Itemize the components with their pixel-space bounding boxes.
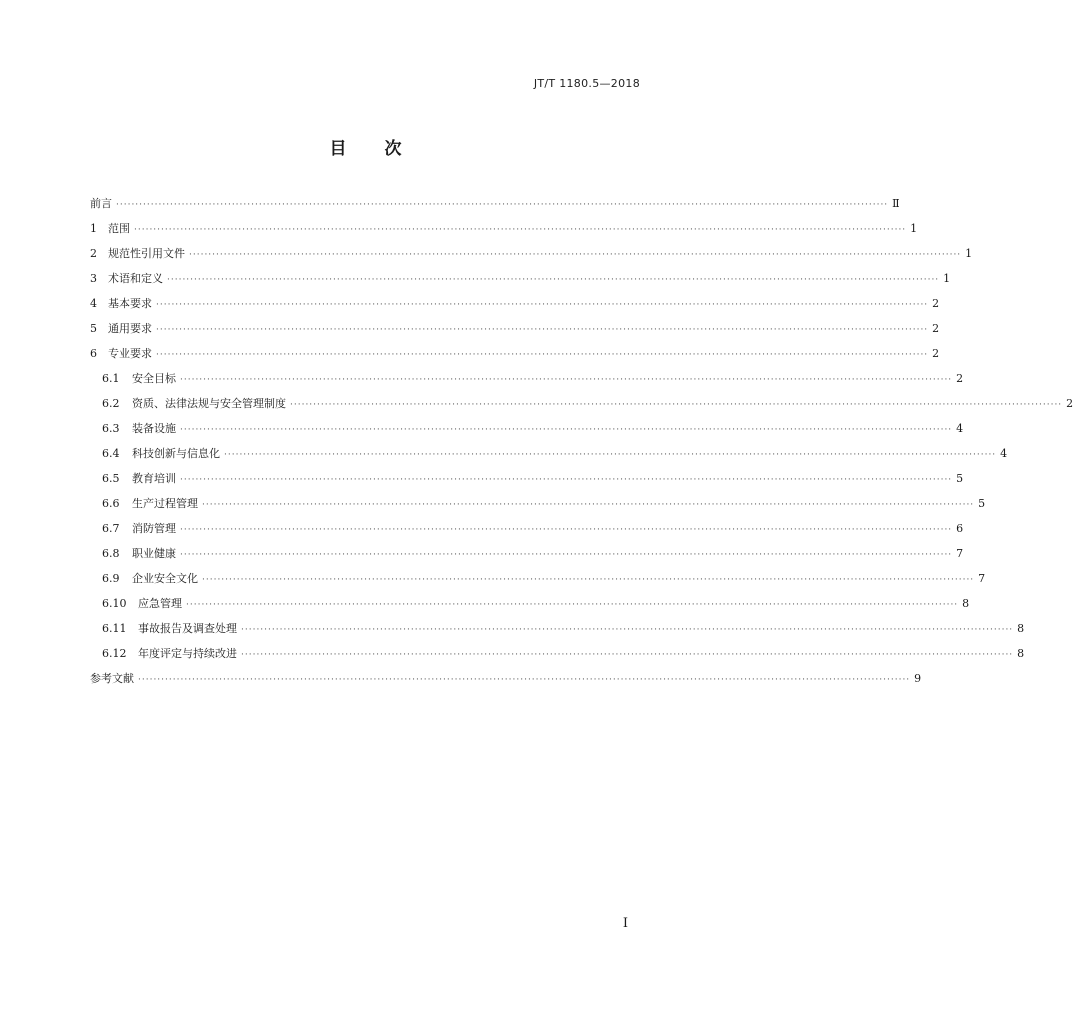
table-of-contents (90, 191, 1073, 691)
toc-leader-dots: ········································································································································································································ (202, 500, 975, 510)
toc-entry-title: 专业要求 (108, 347, 152, 360)
toc-entry-number: 6.8 (102, 547, 120, 560)
toc-entry-title: 生产过程管理 (132, 497, 198, 510)
toc-entry-page: 1 (965, 247, 973, 260)
toc-entry-page: 1 (910, 222, 918, 235)
toc-entry-page: 2 (1066, 397, 1073, 410)
toc-leader-dots: ········································································································································································································ (224, 450, 997, 460)
toc-entry-page: Ⅱ (892, 197, 900, 210)
toc-entry-title: 前言 (90, 197, 112, 210)
page-title (0, 134, 731, 159)
toc-entry[interactable] (90, 491, 986, 516)
toc-entry-title: 参考文献 (90, 672, 134, 685)
toc-entry-title: 范围 (108, 222, 130, 235)
toc-entry-number: 6.7 (102, 522, 120, 535)
toc-entry-page: 5 (978, 497, 986, 510)
toc-leader-dots: ········································································································································································································ (116, 200, 889, 210)
toc-entry[interactable] (90, 416, 964, 441)
toc-leader-dots: ········································································································································································································ (290, 400, 1063, 410)
toc-leader-dots: ········································································································································································································ (134, 225, 907, 235)
toc-entry-title: 企业安全文化 (132, 572, 198, 585)
toc-leader-dots: ········································································································································································································ (180, 550, 953, 560)
toc-entry-title: 基本要求 (108, 297, 152, 310)
toc-entry-number: 6.5 (102, 472, 120, 485)
toc-entry-number: 6.2 (102, 397, 120, 410)
toc-entry-page: 5 (956, 472, 964, 485)
toc-entry-title: 资质、法律法规与安全管理制度 (132, 397, 286, 410)
toc-entry-page: 7 (978, 572, 986, 585)
toc-entry-number: 6 (90, 347, 97, 360)
toc-entry-number: 5 (90, 322, 97, 335)
toc-leader-dots: ········································································································································································································ (180, 375, 953, 385)
toc-entry-page: 4 (956, 422, 964, 435)
toc-entry-number: 4 (90, 297, 97, 310)
toc-leader-dots: ········································································································································································································ (180, 475, 953, 485)
toc-entry-number: 6.3 (102, 422, 120, 435)
standard-code: JT/T 1180.5—2018 (533, 77, 640, 90)
toc-entry-title: 消防管理 (132, 522, 176, 535)
toc-leader-dots: ········································································································································································································ (241, 650, 1014, 660)
toc-entry-title: 职业健康 (132, 547, 176, 560)
toc-entry-number: 6.11 (102, 622, 127, 635)
title-char-2: 次 (384, 139, 402, 159)
toc-entry[interactable] (90, 316, 940, 341)
toc-entry[interactable] (90, 391, 1073, 416)
toc-entry[interactable] (90, 541, 964, 566)
toc-leader-dots: ········································································································································································································ (189, 250, 962, 260)
toc-entry-number: 6.6 (102, 497, 120, 510)
toc-entry-title: 安全目标 (132, 372, 176, 385)
toc-entry-title: 规范性引用文件 (108, 247, 185, 260)
toc-entry-number: 6.4 (102, 447, 120, 460)
toc-entry[interactable] (90, 641, 1025, 666)
toc-entry[interactable] (90, 291, 940, 316)
toc-leader-dots: ········································································································································································································ (241, 625, 1014, 635)
toc-entry-number: 6.10 (102, 597, 127, 610)
toc-leader-dots: ········································································································································································································ (180, 525, 953, 535)
toc-leader-dots: ········································································································································································································ (180, 425, 953, 435)
toc-leader-dots: ········································································································································································································ (156, 300, 929, 310)
toc-entry[interactable] (90, 516, 964, 541)
toc-entry-page: 8 (1017, 622, 1025, 635)
toc-entry[interactable] (90, 566, 986, 591)
toc-entry-title: 年度评定与持续改进 (138, 647, 237, 660)
toc-entry[interactable] (90, 441, 1008, 466)
toc-entry[interactable] (90, 191, 900, 216)
toc-entry-number: 6.12 (102, 647, 127, 660)
toc-entry-title: 装备设施 (132, 422, 176, 435)
toc-entry-page: 6 (956, 522, 964, 535)
toc-entry-number: 6.9 (102, 572, 120, 585)
toc-leader-dots: ········································································································································································································ (138, 675, 911, 685)
toc-entry-number: 3 (90, 272, 97, 285)
toc-leader-dots: ········································································································································································································ (202, 575, 975, 585)
toc-entry-page: 7 (956, 547, 964, 560)
toc-entry[interactable] (90, 241, 973, 266)
toc-entry-title: 应急管理 (138, 597, 182, 610)
toc-entry[interactable] (90, 216, 918, 241)
toc-entry-title: 通用要求 (108, 322, 152, 335)
toc-entry-page: 4 (1000, 447, 1008, 460)
toc-entry-title: 科技创新与信息化 (132, 447, 220, 460)
toc-leader-dots: ········································································································································································································ (167, 275, 940, 285)
toc-entry-page: 8 (962, 597, 970, 610)
toc-entry-title: 术语和定义 (108, 272, 163, 285)
toc-entry-page: 2 (932, 347, 940, 360)
toc-entry-page: 2 (932, 322, 940, 335)
toc-leader-dots: ········································································································································································································ (156, 350, 929, 360)
title-char-1: 目 (329, 139, 347, 159)
toc-entry[interactable] (90, 616, 1025, 641)
toc-entry-number: 1 (90, 222, 97, 235)
toc-entry-title: 事故报告及调查处理 (138, 622, 237, 635)
toc-entry-page: 9 (914, 672, 922, 685)
toc-entry[interactable] (90, 591, 970, 616)
toc-leader-dots: ········································································································································································································ (186, 600, 959, 610)
toc-entry-page: 2 (956, 372, 964, 385)
toc-entry[interactable] (90, 341, 940, 366)
toc-leader-dots: ········································································································································································································ (156, 325, 929, 335)
toc-entry[interactable] (90, 366, 964, 391)
toc-entry-number: 2 (90, 247, 97, 260)
page-number: Ⅰ (622, 916, 628, 931)
toc-entry[interactable] (90, 466, 964, 491)
toc-entry-title: 教育培训 (132, 472, 176, 485)
toc-entry-number: 6.1 (102, 372, 120, 385)
toc-entry[interactable] (90, 666, 922, 691)
toc-entry-page: 2 (932, 297, 940, 310)
toc-entry[interactable] (90, 266, 951, 291)
toc-entry-page: 1 (943, 272, 951, 285)
toc-entry-page: 8 (1017, 647, 1025, 660)
